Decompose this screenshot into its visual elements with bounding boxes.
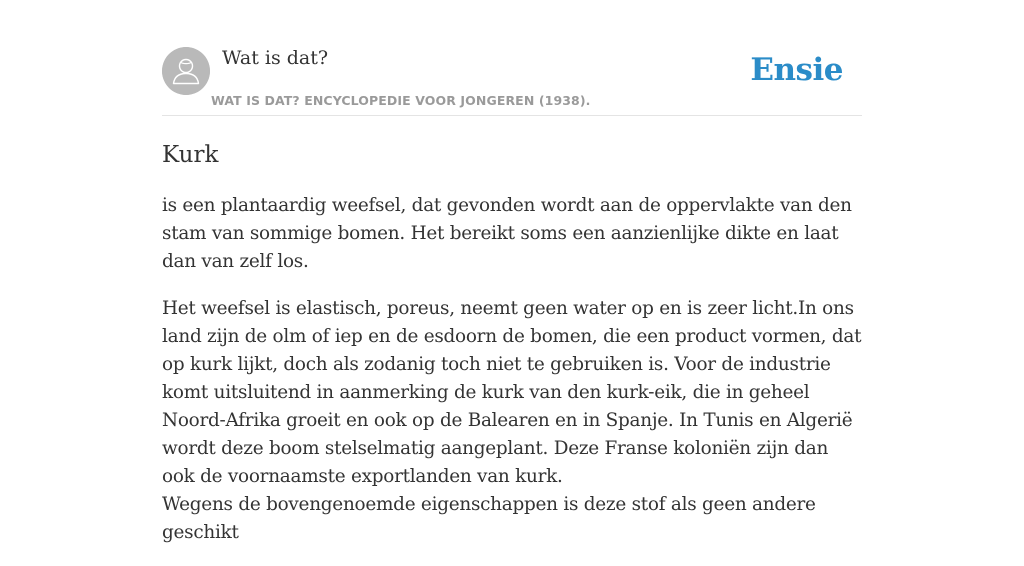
article-body (162, 192, 866, 566)
brand-logo[interactable]: Ensie (750, 52, 843, 88)
source-title: Wat is dat? (222, 47, 329, 69)
article-title: Kurk (162, 142, 219, 168)
source-header (162, 0, 862, 116)
page-container (162, 0, 862, 543)
user-placeholder-icon (162, 47, 210, 95)
source-subtitle-link[interactable]: WAT IS DAT? ENCYCLOPEDIE VOOR JONGEREN (1938). (211, 93, 591, 108)
paragraph-2 (162, 295, 866, 547)
paragraph-2-text: Het weefsel is elastisch, poreus, neemt geen water op en is zeer licht.In ons land zijn de olm of iep en de esdoorn de bomen, die een product vormen, dat op kurk lijkt, doch als zodanig toch niet te gebruiken is. Voor de industrie komt uitsluitend in aanmerking de kurk van den kurk-eik, die in geheel Noord-Afrika groeit en ook op de Balearen en in Spanje. In Tunis en Algerië wordt deze boom stelselmatig aangeplant. Deze Franse koloniën zijn dan ook de voornaamste exportlanden van kurk. (162, 298, 862, 487)
paragraph-3-text: Wegens de bovengenoemde eigenschappen is deze stof als geen andere geschikt (162, 494, 816, 543)
paragraph-1: is een plantaardig weefsel, dat gevonden wordt aan de oppervlakte van den stam van sommige bomen. Het bereikt soms een aanzienlijke dikte en laat dan van zelf los. (162, 195, 852, 272)
